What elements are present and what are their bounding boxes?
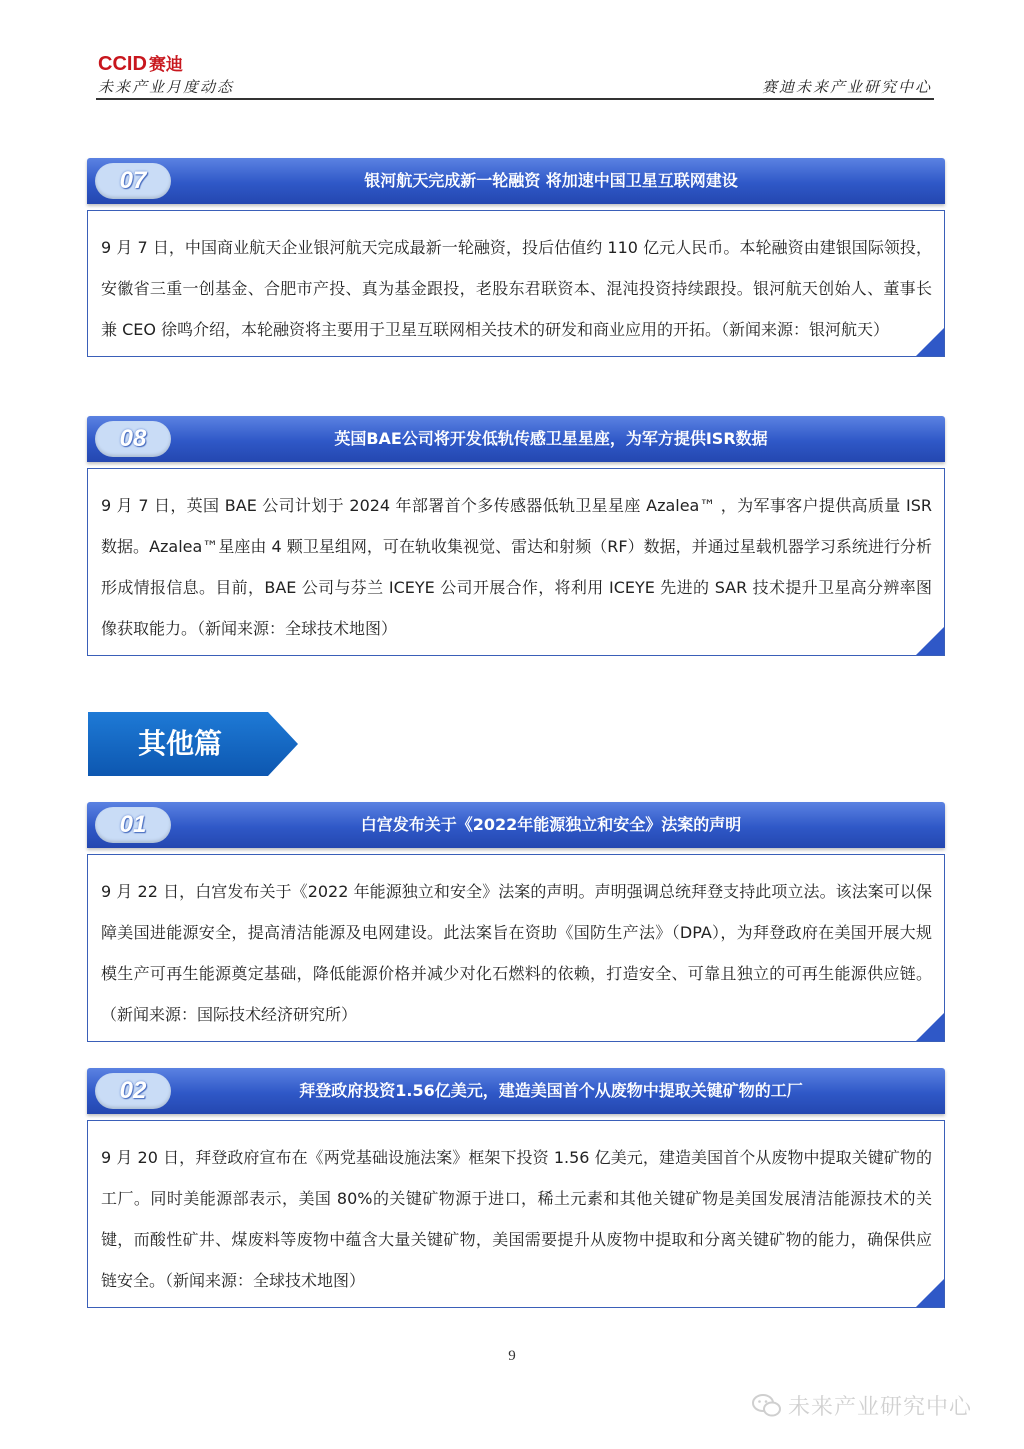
card-body xyxy=(87,468,945,656)
card-number-badge xyxy=(95,163,171,199)
news-card-07 xyxy=(87,158,945,357)
card-body xyxy=(87,210,945,357)
card-body xyxy=(87,854,945,1042)
section-banner-other xyxy=(88,712,298,776)
card-number: 08 xyxy=(119,425,147,452)
card-header xyxy=(87,802,945,848)
corner-triangle-icon xyxy=(916,1279,944,1307)
card-title: 英国BAE公司将开发低轨传感卫星星座，为军方提供ISR数据 xyxy=(334,429,768,448)
logo-latin: CCID xyxy=(98,53,147,75)
corner-triangle-icon xyxy=(916,1013,944,1041)
card-header xyxy=(87,416,945,462)
card-text: 9 月 7 日，中国商业航天企业银河航天完成最新一轮融资，投后估值约 110 亿元人民币。本轮融资由建银国际领投，安徽省三重一创基金、合肥市产投、真为基金跟投，老股东君联资本、混沌投资持续跟投。银河航天创始人、董事长兼 CEO 徐鸣介绍，本轮融资将主要用于卫星互联网相关技术的研发和商业应用的开拓。（新闻来源：银河航天） xyxy=(101,238,932,339)
card-body xyxy=(87,1120,945,1308)
news-card-02 xyxy=(87,1068,945,1308)
card-header xyxy=(87,1068,945,1114)
header-right-title: 赛迪未来产业研究中心 xyxy=(761,78,932,96)
corner-triangle-icon xyxy=(916,627,944,655)
news-card-08 xyxy=(87,416,945,656)
watermark xyxy=(752,1390,972,1421)
card-number-badge xyxy=(95,421,171,457)
card-text: 9 月 20 日，拜登政府宣布在《两党基础设施法案》框架下投资 1.56 亿美元，建造美国首个从废物中提取关键矿物的工厂。同时美能源部表示，美国 80%的关键矿物源于进口，稀土元素和其他关键矿物是美国发展清洁能源技术的关键，而酸性矿井、煤废料等废物中蕴含大量关键矿物，美国需要提升从废物中提取和分离关键矿物的能力，确保供应链安全。（新闻来源：全球技术地图） xyxy=(101,1148,932,1290)
card-number-badge xyxy=(95,807,171,843)
section-title: 其他篇 xyxy=(138,727,223,760)
card-number: 02 xyxy=(119,1077,147,1104)
card-number: 01 xyxy=(119,811,147,838)
card-title: 白宫发布关于《2022年能源独立和安全》法案的声明 xyxy=(360,815,742,834)
watermark-text: 未来产业研究中心 xyxy=(788,1395,973,1420)
card-text: 9 月 7 日，英国 BAE 公司计划于 2024 年部署首个多传感器低轨卫星星座 Azalea™ ，为军事客户提供高质量 ISR 数据。Azalea™星座由 4 颗卫星组网，可在轨收集视觉、雷达和射频（RF）数据，并通过星载机器学习系统进行分析形成情报信息。目前，BAE 公司与芬兰 ICEYE 公司开展合作，将利用 ICEYE 先进的 SAR 技术提升卫星高分辨率图像获取能力。（新闻来源：全球技术地图） xyxy=(101,496,932,638)
header-divider xyxy=(96,98,934,100)
page-number: 9 xyxy=(508,1348,516,1364)
news-card-01 xyxy=(87,802,945,1042)
card-number: 07 xyxy=(119,167,147,194)
card-number-badge xyxy=(95,1073,171,1109)
card-title: 拜登政府投资1.56亿美元，建造美国首个从废物中提取关键矿物的工厂 xyxy=(299,1081,803,1100)
corner-triangle-icon xyxy=(916,328,944,356)
logo-cn: 赛迪 xyxy=(148,55,183,75)
card-title: 银河航天完成新一轮融资 将加速中国卫星互联网建设 xyxy=(364,171,738,190)
card-text: 9 月 22 日，白宫发布关于《2022 年能源独立和安全》法案的声明。声明强调总统拜登支持此项立法。该法案可以保障美国进能源安全，提高清洁能源及电网建设。此法案旨在资助《国防生产法》（DPA），为拜登政府在美国开展大规模生产可再生能源奠定基础，降低能源价格并减少对化石燃料的依赖，打造安全、可靠且独立的可再生能源供应链。（新闻来源：国际技术经济研究所） xyxy=(101,882,932,1024)
card-header xyxy=(87,158,945,204)
header-left-title: 未来产业月度动态 xyxy=(98,78,235,96)
ccid-logo xyxy=(98,50,183,76)
wechat-icon xyxy=(752,1393,782,1419)
